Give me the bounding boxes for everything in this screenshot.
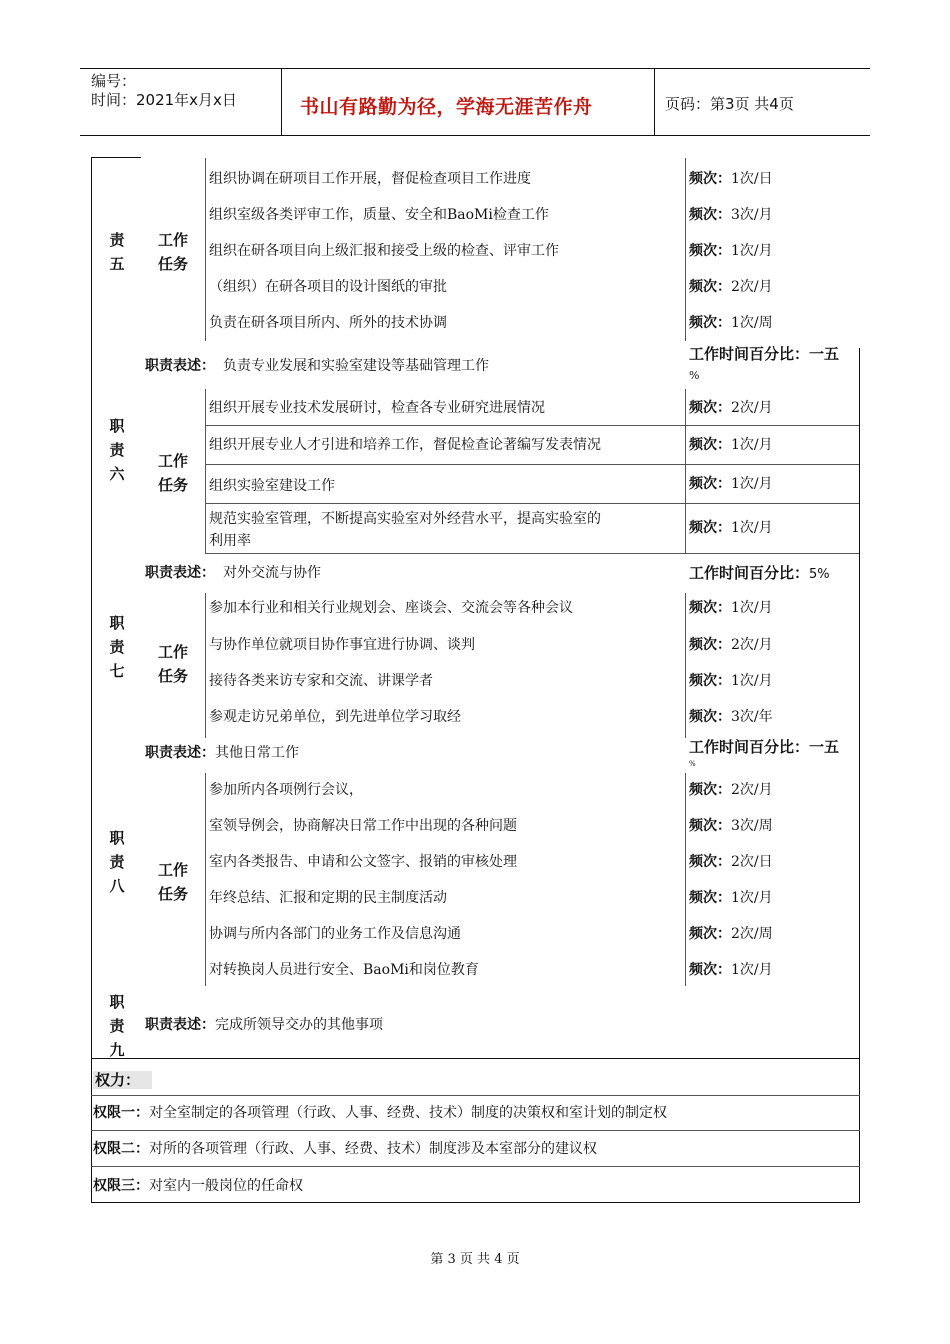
page-number-label: 页码：第3页 共4页 <box>665 95 794 113</box>
work-task-label: 工作 <box>157 643 188 661</box>
work-task-label: 任务 <box>157 255 188 273</box>
duty-name-char: 责 <box>109 441 125 459</box>
frequency-value: 1次/月 <box>731 890 773 906</box>
duty-name-char: 五 <box>109 255 125 273</box>
frequency-value: 2次/日 <box>731 854 773 870</box>
time-percent-unit: % <box>689 369 700 382</box>
duty-description: 完成所领导交办的其他事项 <box>215 1017 383 1033</box>
task-text: 组织协调在研项目工作开展，督促检查项目工作进度 <box>209 171 531 187</box>
task-text: 参加所内各项例行会议， <box>209 782 363 798</box>
frequency-label: 频次： <box>689 890 731 906</box>
authority-title: 权力： <box>93 1071 152 1089</box>
authority-item-text: 对全室制定的各项管理（行政、人事、经费、技术）制度的决策权和室计划的制定权 <box>149 1105 667 1121</box>
authority-item-label: 权限三： <box>93 1178 149 1194</box>
frequency-value: 1次/日 <box>731 171 773 187</box>
work-task-label: 工作 <box>157 861 188 879</box>
footer-page-number: 第 3 页 共 4 页 <box>430 1252 520 1267</box>
frequency-value: 1次/月 <box>731 600 773 616</box>
frequency-label: 频次： <box>689 637 731 653</box>
frequency-value: 1次/月 <box>731 673 773 689</box>
task-text: 室领导例会，协商解决日常工作中出现的各种问题 <box>209 818 517 834</box>
frequency-value: 1次/月 <box>731 962 773 978</box>
duty-name-char: 职 <box>109 417 125 435</box>
duty-name-char: 六 <box>109 465 125 483</box>
frequency-value: 1次/月 <box>731 243 773 259</box>
page-footer <box>0 1248 950 1267</box>
duty-name-char: 责 <box>109 638 125 656</box>
task-text: 负责在研各项目所内、所外的技术协调 <box>209 315 447 331</box>
frequency-label: 频次： <box>689 400 731 416</box>
authority-item-label: 权限二： <box>93 1141 149 1157</box>
frequency-value: 2次/月 <box>731 400 773 416</box>
frequency-label: 频次： <box>689 279 731 295</box>
frequency-label: 频次： <box>689 709 731 725</box>
task-text: 参加本行业和相关行业规划会、座谈会、交流会等各种会议 <box>209 600 573 616</box>
frequency-label: 频次： <box>689 818 731 834</box>
task-text: 组织开展专业人才引进和培养工作，督促检查论著编写发表情况 <box>209 437 601 453</box>
frequency-label: 频次： <box>689 437 731 453</box>
frequency-value: 1次/月 <box>731 476 773 492</box>
work-task-label: 任务 <box>157 667 188 685</box>
frequency-value: 1次/周 <box>731 315 773 331</box>
frequency-value: 1次/月 <box>731 520 773 536</box>
document-date: 时间：2021年x月x日 <box>91 91 237 109</box>
duty-name-char: 责 <box>109 1017 125 1035</box>
frequency-label: 频次： <box>689 476 731 492</box>
task-text: 对转换岗人员进行安全、BaoMi和岗位教育 <box>209 962 479 978</box>
frequency-label: 频次： <box>689 315 731 331</box>
duty-description-label: 职责表述： <box>145 1017 215 1033</box>
frequency-value: 2次/月 <box>731 782 773 798</box>
duty-name-char: 八 <box>109 877 125 895</box>
task-text-line: 规范实验室管理，不断提高实验室对外经营水平，提高实验室的 <box>209 511 601 527</box>
frequency-value: 2次/月 <box>731 279 773 295</box>
task-text: 参观走访兄弟单位，到先进单位学习取经 <box>209 709 461 725</box>
work-task-label: 任务 <box>157 885 188 903</box>
task-text: 年终总结、汇报和定期的民主制度活动 <box>209 890 447 906</box>
frequency-label: 频次： <box>689 600 731 616</box>
frequency-value: 3次/周 <box>731 818 773 834</box>
header-motto: 书山有路勤为径，学海无涯苦作舟 <box>300 96 593 118</box>
authority-item-label: 权限一： <box>93 1105 149 1121</box>
task-text: 组织开展专业技术发展研讨，检查各专业研究进展情况 <box>209 400 545 416</box>
work-task-label: 工作 <box>157 452 188 470</box>
time-percent-label: 工作时间百分比： <box>689 738 810 756</box>
time-percent-value: 5% <box>809 567 830 582</box>
task-text: 与协作单位就项目协作事宜进行协调、谈判 <box>209 637 475 653</box>
duty-description-label: 职责表述： <box>145 358 215 374</box>
task-text: 接待各类来访专家和交流、讲课学者 <box>209 673 433 689</box>
frequency-value: 3次/年 <box>731 709 773 725</box>
duty-name-char: 职 <box>109 829 125 847</box>
work-task-label: 工作 <box>157 231 188 249</box>
authority-item-text: 对所的各项管理（行政、人事、经费、技术）制度涉及本室部分的建议权 <box>149 1141 597 1157</box>
frequency-value: 3次/月 <box>731 207 773 223</box>
duty-description: 对外交流与协作 <box>223 565 321 581</box>
frequency-value: 1次/月 <box>731 437 773 453</box>
authority-item-text: 对室内一般岗位的任命权 <box>149 1178 303 1194</box>
task-text: 组织室级各类评审工作，质量、安全和BaoMi检查工作 <box>209 207 549 223</box>
time-percent-label: 工作时间百分比： <box>689 564 810 582</box>
frequency-label: 频次： <box>689 926 731 942</box>
duty-description: 其他日常工作 <box>215 745 299 761</box>
frequency-label: 频次： <box>689 962 731 978</box>
task-text: 组织实验室建设工作 <box>209 478 335 494</box>
duty-description: 负责专业发展和实验室建设等基础管理工作 <box>223 358 489 374</box>
duty-name-char: 责 <box>109 231 125 249</box>
time-percent-value: 一五 <box>809 738 840 756</box>
frequency-label: 频次： <box>689 673 731 689</box>
frequency-label: 频次： <box>689 207 731 223</box>
duty-description-label: 职责表述： <box>145 745 215 761</box>
frequency-label: 频次： <box>689 854 731 870</box>
duty-name-char: 责 <box>109 853 125 871</box>
frequency-value: 2次/周 <box>731 926 773 942</box>
document-number-label: 编号： <box>91 72 137 90</box>
task-text: 协调与所内各部门的业务工作及信息沟通 <box>209 926 461 942</box>
frequency-label: 频次： <box>689 520 731 536</box>
time-percent-unit: % <box>689 760 696 768</box>
frequency-label: 频次： <box>689 243 731 259</box>
task-text: 组织在研各项目向上级汇报和接受上级的检查、评审工作 <box>209 243 559 259</box>
work-task-label: 任务 <box>157 476 188 494</box>
task-text: （组织）在研各项目的设计图纸的审批 <box>209 279 447 295</box>
task-text: 室内各类报告、申请和公文签字、报销的审核处理 <box>209 854 517 870</box>
task-text-line: 利用率 <box>209 533 251 549</box>
duty-name-char: 七 <box>109 662 125 680</box>
duty-name-char: 职 <box>109 614 125 632</box>
time-percent-value: 一五 <box>809 345 840 363</box>
frequency-value: 2次/月 <box>731 637 773 653</box>
duty-name-char: 九 <box>109 1041 125 1059</box>
frequency-label: 频次： <box>689 782 731 798</box>
time-percent-label: 工作时间百分比： <box>689 345 810 363</box>
frequency-label: 频次： <box>689 171 731 187</box>
duty-description-label: 职责表述： <box>145 565 215 581</box>
duty-name-char: 职 <box>109 993 125 1011</box>
